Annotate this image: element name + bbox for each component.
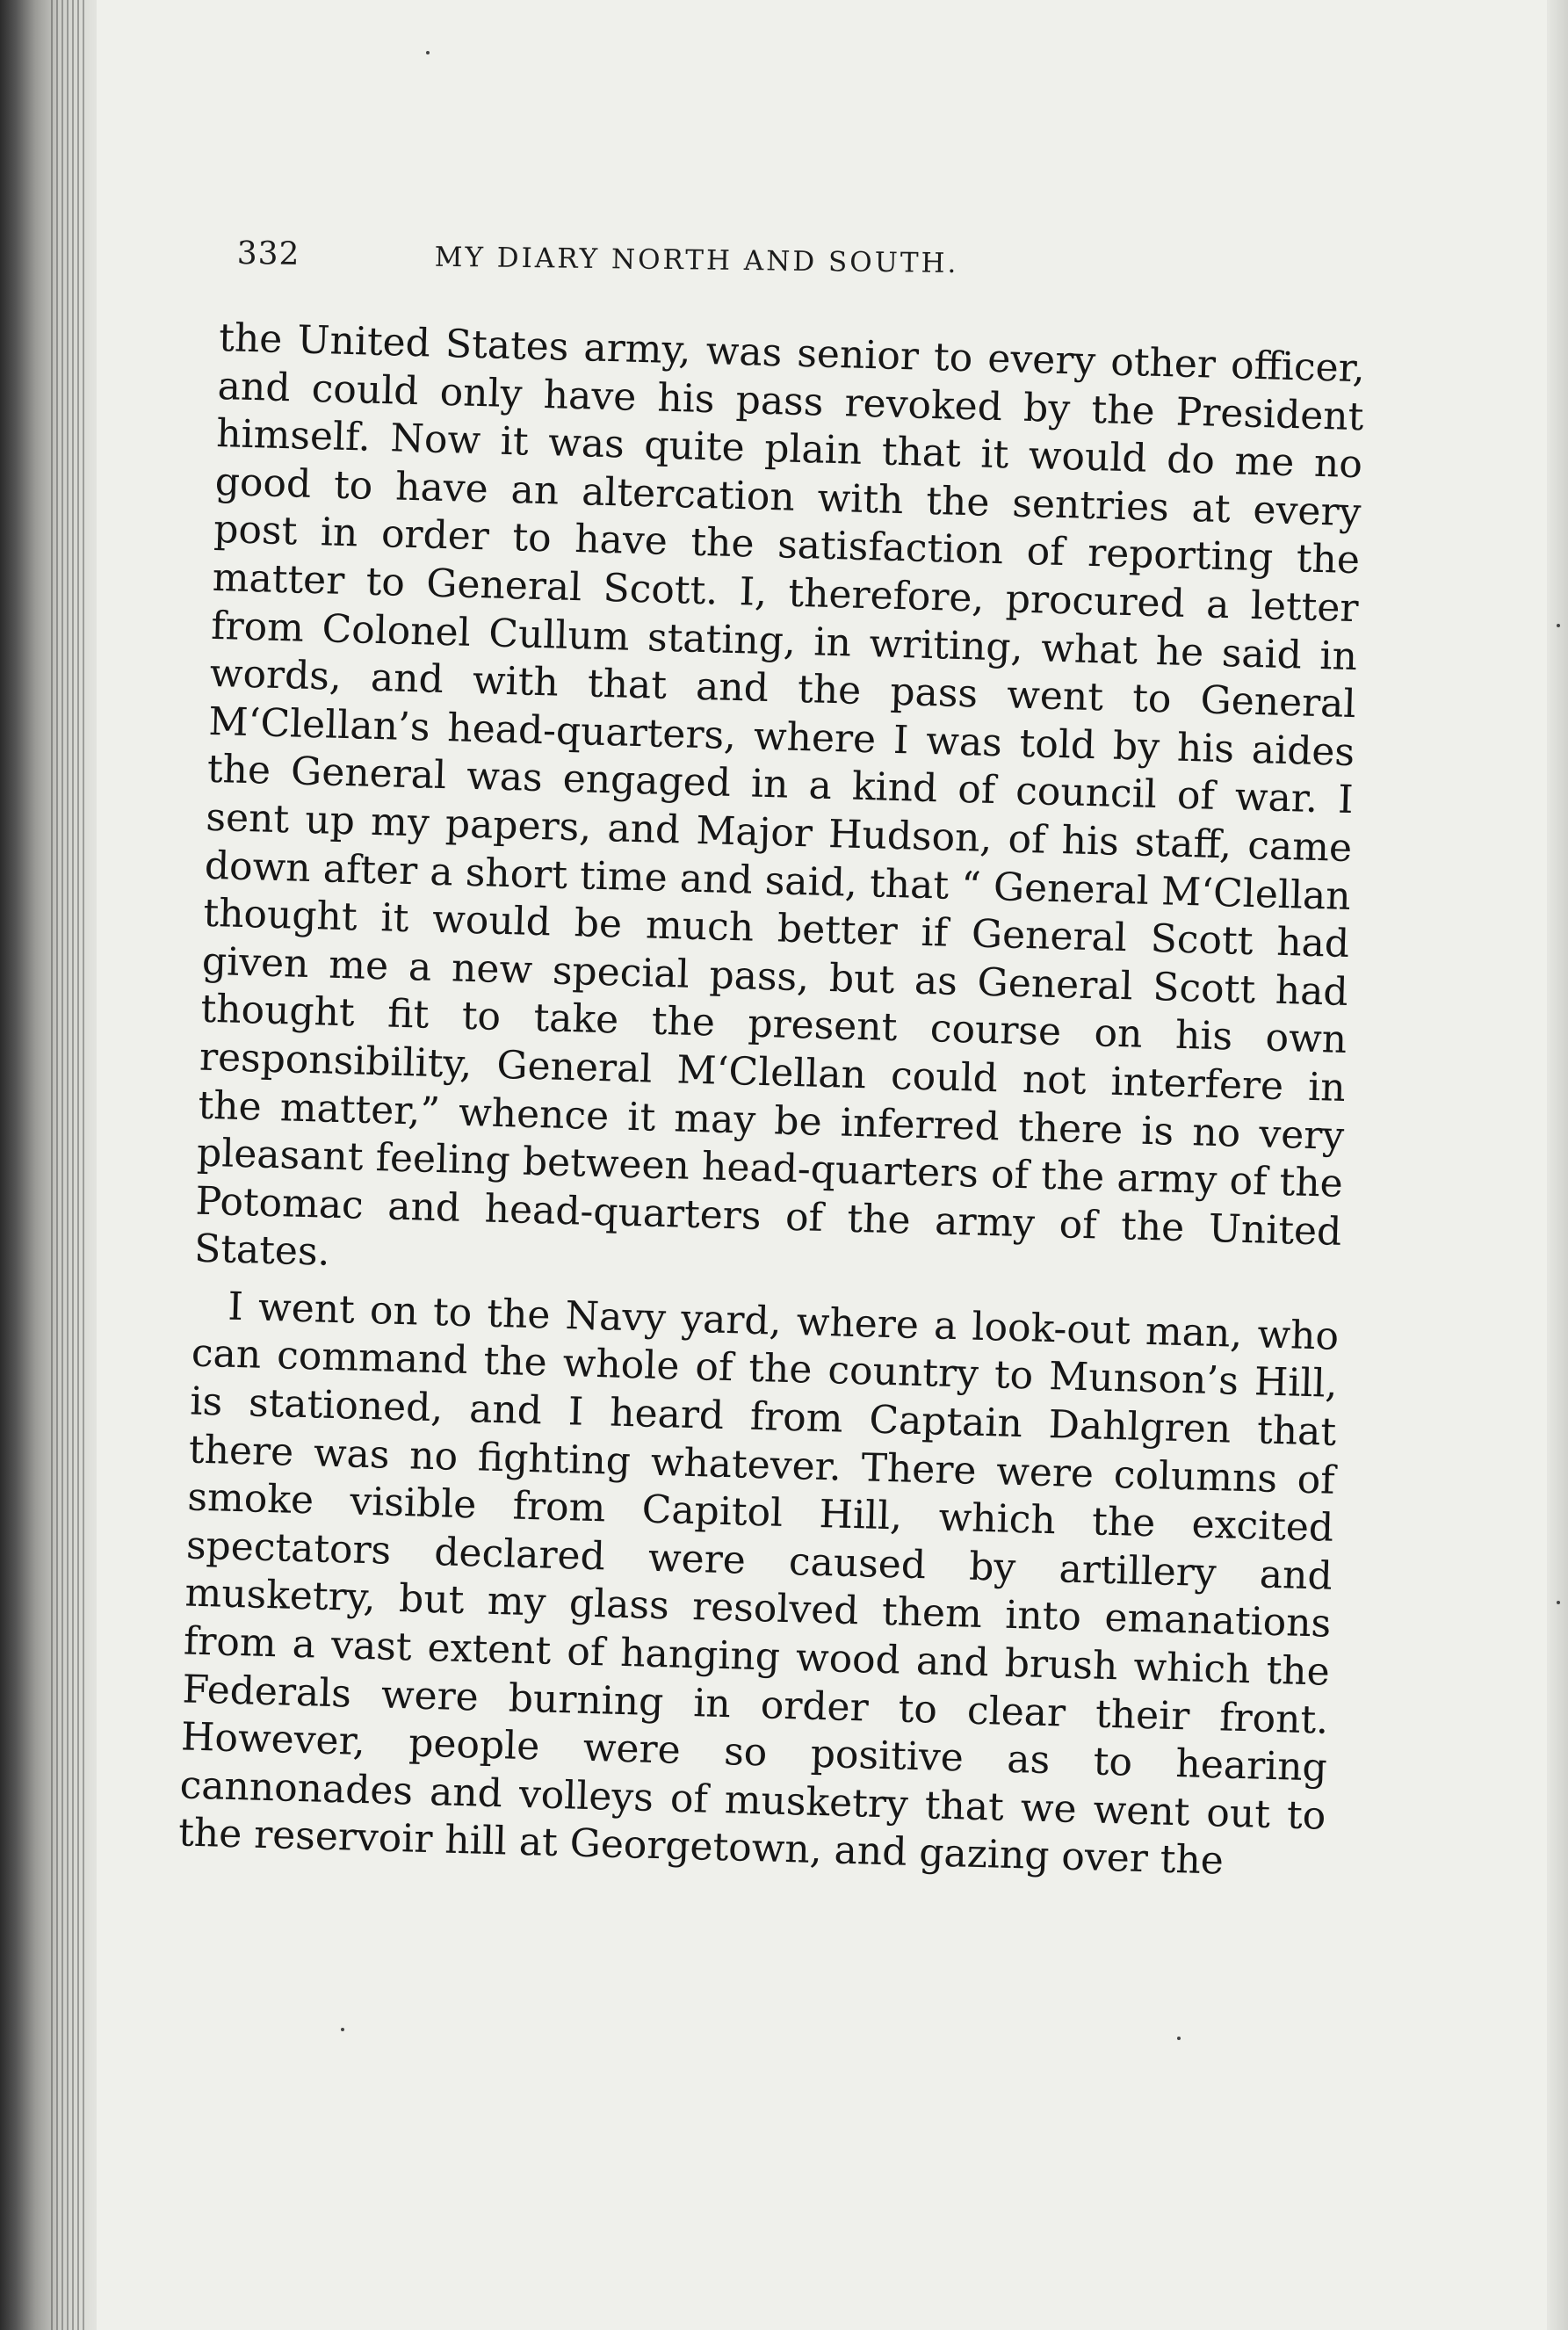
paragraph-2: I went on to the Navy yard, where a look-out man, who can command the whole of the country to Munson’s Hill, is stationed, and I heard from Captain Dahlgren that there was no fighting whatever. There were columns of smoke visible from Capitol Hill, which the excited spectators declared were caused by artillery and musketry, but my glass resolved them into emanations from a vast extent of hanging wood and brush which the Federals were burning in order to clear their front. However, people were so positive as to hearing cannonades and volleys of musketry that we went out to the reservoir hill at Georgetown, and gazing over the [177, 1284, 1340, 1884]
ink-speck [426, 51, 430, 54]
page-right-edge [1547, 0, 1568, 2330]
page-number: 332 [236, 235, 300, 272]
binding-edge-lines [51, 0, 86, 2330]
body-text [177, 315, 1365, 1889]
ink-speck [1177, 2037, 1181, 2040]
ink-speck [1557, 624, 1560, 627]
paragraph-1: the United States army, was senior to every other officer, and could only have his pass revoked by the President himself. Now it was quite plain that it would do me no good to have an altercation with the sentries at every post in order to have the satisfaction of reporting the matter to General Scott. I, therefore, procured a letter from Colonel Cullum stating, in writing, what he said in words, and with that and the pass went to General M‘Clellan’s head-quarters, where I was told by his aides the General was engaged in a kind of council of war. I sent up my papers, and Major Hudson, of his staff, came down after a short time and said, that “ General M‘Clellan thought it would be much better if General Scott had given me a new special pass, but as General Scott had thought fit to take the present course on his own responsibility, General M‘Clellan could not interfere in the matter,” whence it may be inferred there is no very pleasant feeling between head-quarters of the army of the Potomac and head-quarters of the army of the United States. [193, 315, 1366, 1276]
running-title: MY DIARY NORTH AND SOUTH. [434, 241, 959, 280]
ink-speck [341, 2028, 344, 2031]
ink-speck [1557, 1601, 1560, 1604]
